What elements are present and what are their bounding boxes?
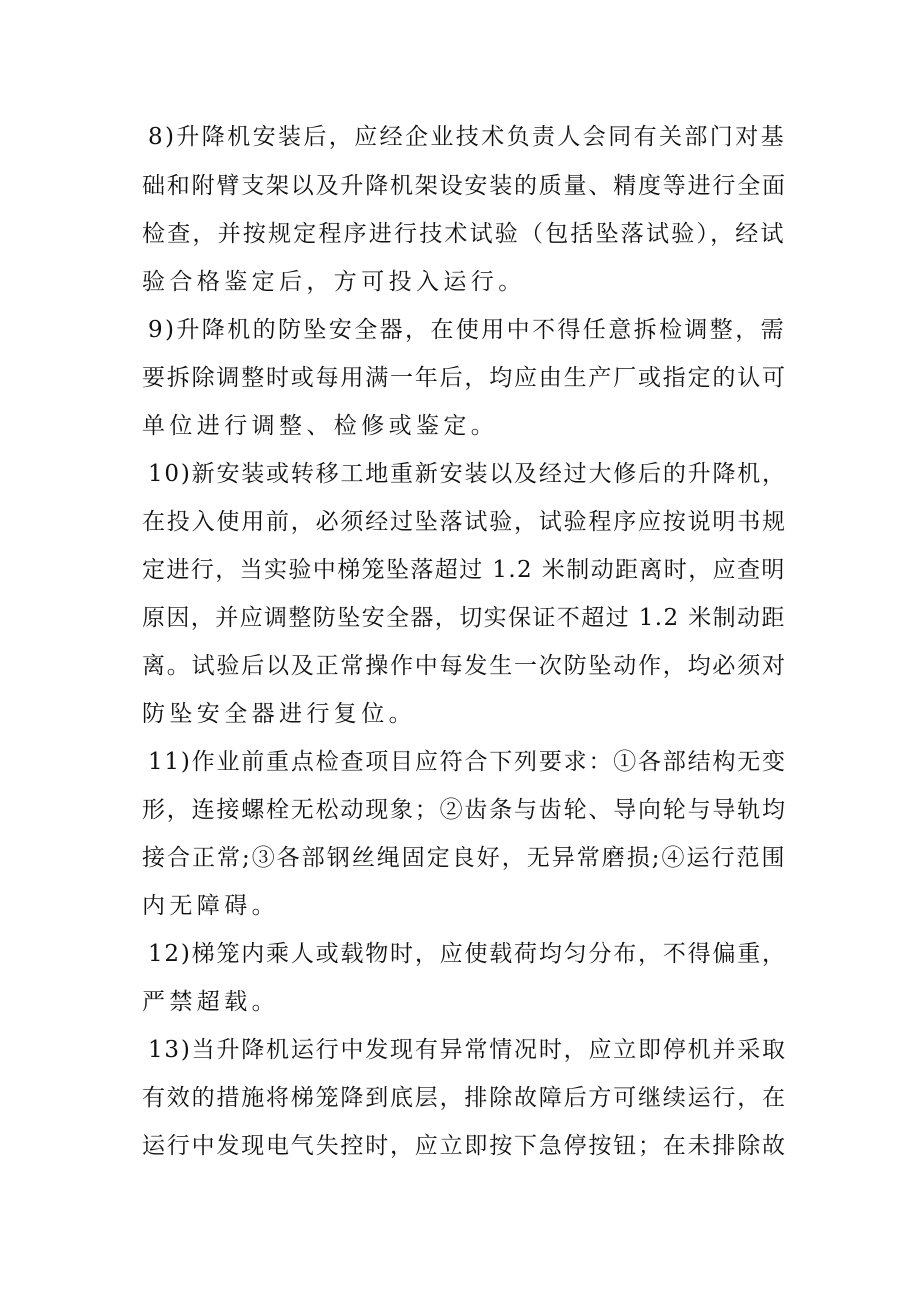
text-line: 内无障碍。 [142,893,279,919]
text-line: 形，连接螺栓无松动现象；②齿条与齿轮、导向轮与导轨均 [142,797,787,823]
text-line: 离。试验后以及正常操作中每发生一次防坠动作，均必须对 [142,653,787,679]
text-line: 有效的措施将梯笼降到底层，排除故障后方可继续运行，在 [142,1085,787,1111]
text-line: 13)当升降机运行中发现有异常情况时，应立即停机并采取 [148,1037,787,1063]
text-line: 要拆除调整时或每用满一年后，均应由生产厂或指定的认可 [142,365,787,391]
text-line: 单位进行调整、检修或鉴定。 [142,413,499,439]
text-line: 接合正常;③各部钢丝绳固定良好，无异常磨损;④运行范围 [142,845,787,871]
text-line: 11)作业前重点检查项目应符合下列要求：①各部结构无变 [148,749,787,775]
text-line: 在投入使用前，必须经过坠落试验，试验程序应按说明书规 [142,509,787,535]
text-line: 验合格鉴定后，方可投入运行。 [142,269,526,295]
text-line: 9)升降机的防坠安全器，在使用中不得任意拆检调整，需 [148,317,787,343]
text-line: 运行中发现电气失控时，应立即按下急停按钮；在未排除故 [142,1133,787,1159]
text-line: 12)梯笼内乘人或载物时，应使载荷均匀分布，不得偏重， [148,941,787,967]
text-line: 础和附臂支架以及升降机架设安装的质量、精度等进行全面 [142,173,787,199]
text-line: 严禁超载。 [142,989,279,1015]
text-line: 8)升降机安装后，应经企业技术负责人会同有关部门对基 [148,124,787,150]
text-line: 定进行，当实验中梯笼坠落超过 1.2 米制动距离时，应查明 [142,557,786,583]
text-line: 10)新安装或转移工地重新安装以及经过大修后的升降机， [148,461,787,487]
text-line: 检查，并按规定程序进行技术试验（包括坠落试验），经试 [142,221,786,247]
text-line: 防坠安全器进行复位。 [142,701,416,727]
text-line: 原因，并应调整防坠安全器，切实保证不超过 1.2 米制动距 [142,605,786,631]
